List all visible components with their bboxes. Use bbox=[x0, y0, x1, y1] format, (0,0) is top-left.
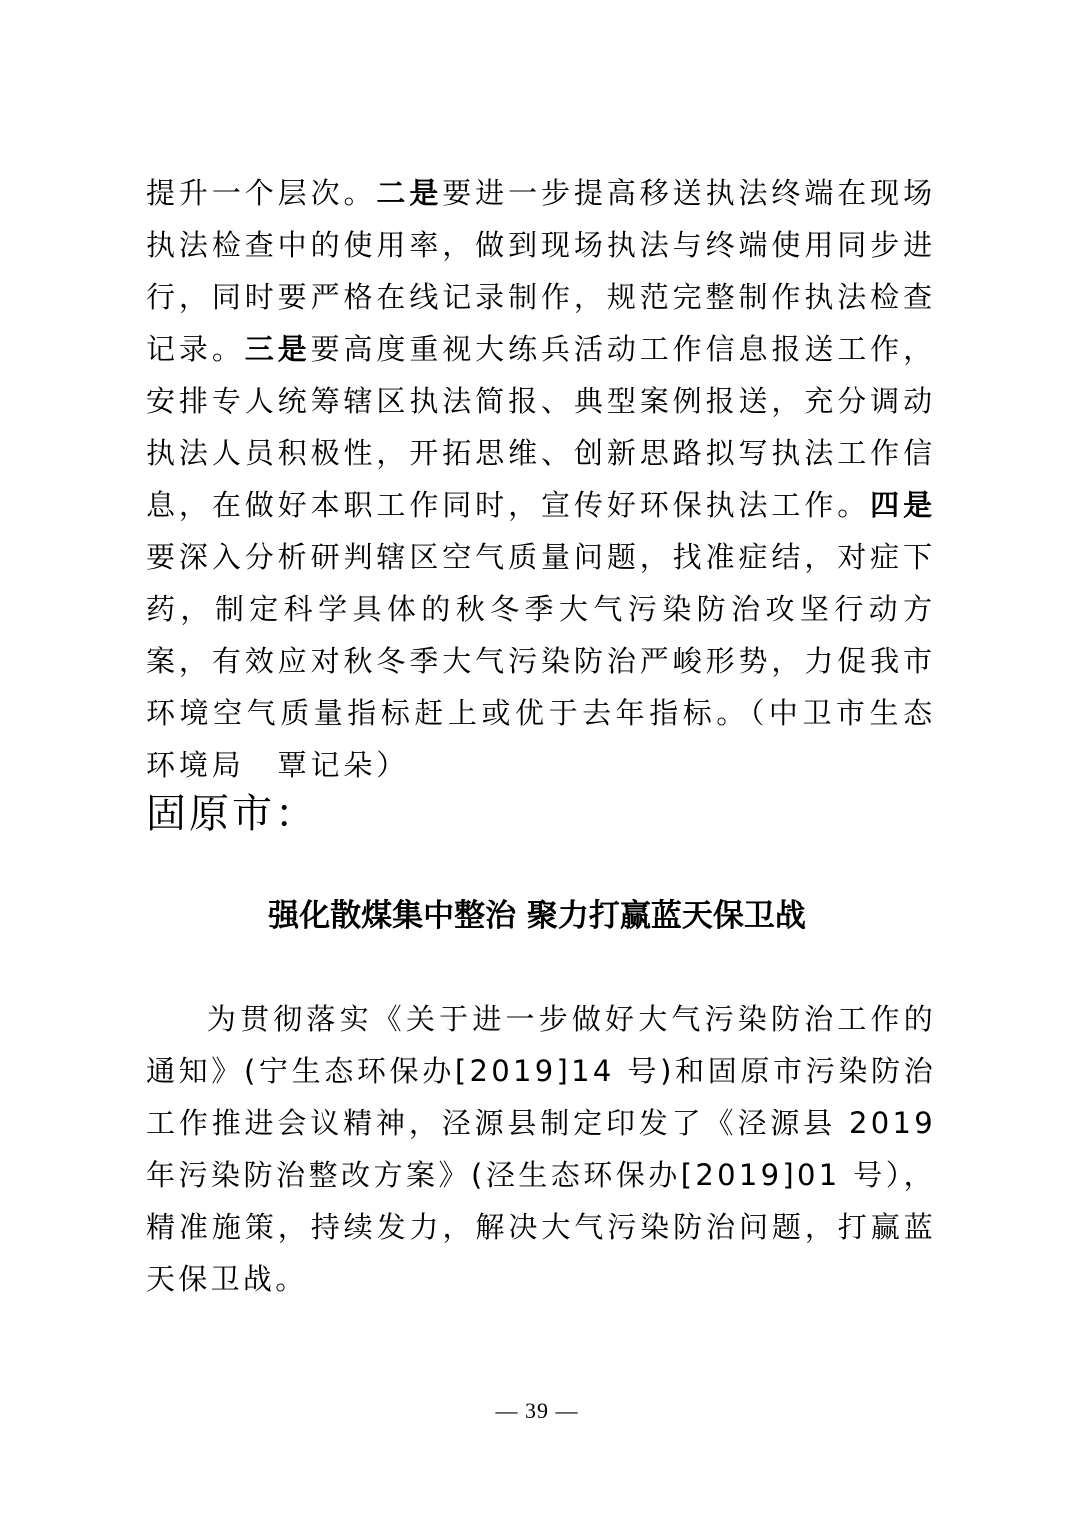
paragraph-text-4: 要深入分析研判辖区空气质量问题，找准症结，对症下药，制定科学具体的秋冬季大气污染防治攻坚行动方案，有效应对秋冬季大气污染防治严峻形势，力促我市环境空气质量指标赶上或优于去年指标。（中卫市生态环境局 覃记朵） bbox=[146, 540, 936, 782]
paragraph-text-1: 提升一个层次。 bbox=[146, 176, 377, 210]
bold-marker-fourth: 四是 bbox=[870, 488, 936, 522]
intro-paragraph bbox=[146, 993, 936, 1305]
page-number: — 39 — bbox=[495, 1398, 579, 1423]
intro-paragraph-text: 为贯彻落实《关于进一步做好大气污染防治工作的通知》(宁生态环保办[2019]14 号)和固原市污染防治工作推进会议精神，泾源县制定印发了《泾源县 2019 年污染防治整改方案》(泾生态环保办[2019]01 号），精准施策，持续发力，解决大气污染防治问题，打赢蓝天保卫战。 bbox=[146, 1002, 936, 1296]
paragraph-text-3: 要高度重视大练兵活动工作信息报送工作，安排专人统筹辖区执法简报、典型案例报送，充分调动执法人员积极性，开拓思维、创新思路拟写执法工作信息，在做好本职工作同时，宣传好环保执法工作。 bbox=[146, 332, 936, 522]
bold-marker-second: 二是 bbox=[376, 176, 443, 210]
paragraph-text-2: 要进一步提高移送执法终端在现场执法检查中的使用率，做到现场执法与终端使用同步进行，同时要严格在线记录制作，规范完整制作执法检查记录。 bbox=[146, 176, 936, 366]
section-heading: 固原市： bbox=[146, 791, 318, 837]
continued-paragraph bbox=[146, 167, 936, 791]
bold-marker-third: 三是 bbox=[244, 332, 311, 366]
article-title: 强化散煤集中整治 聚力打赢蓝天保卫战 bbox=[268, 898, 806, 934]
